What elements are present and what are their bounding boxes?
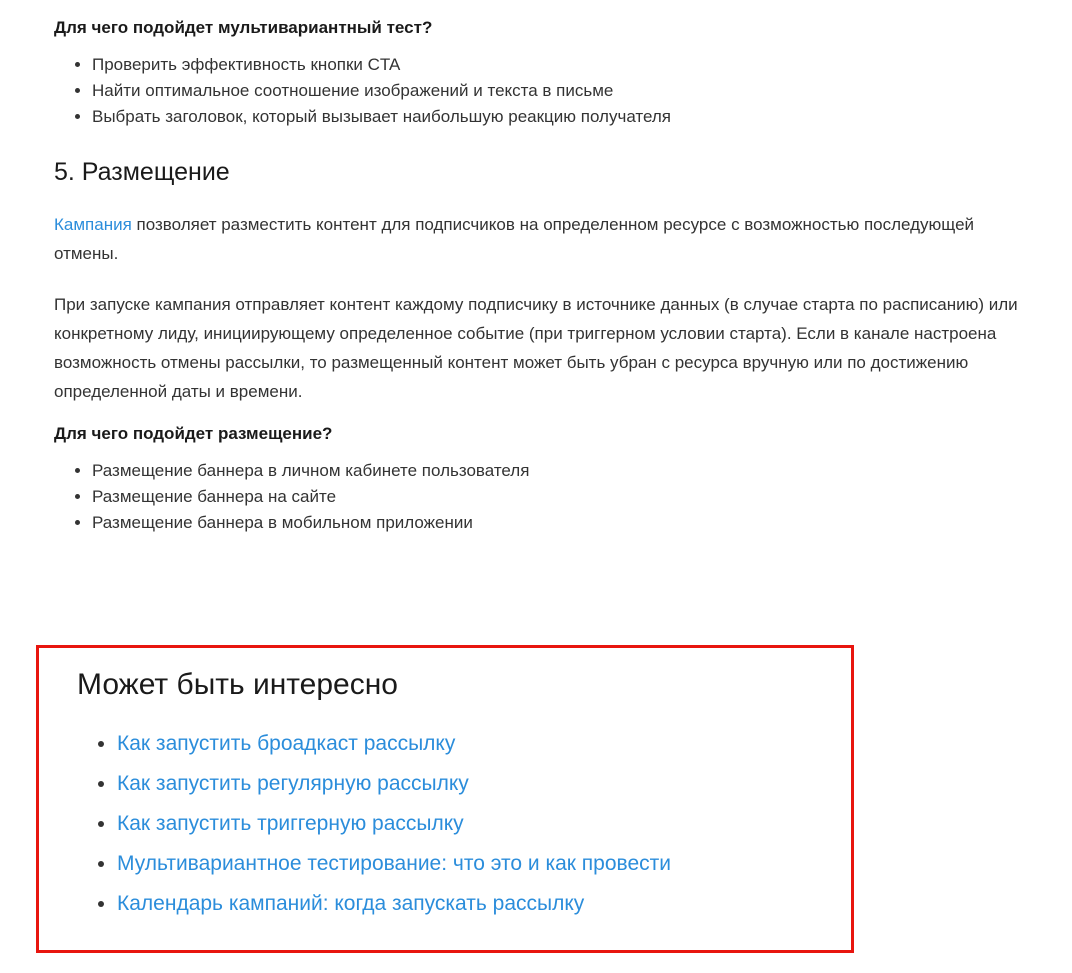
mvt-bullet-list — [54, 52, 1036, 130]
list-item: • Найти оптимальное соотношение изображений и текста в письме — [92, 78, 1036, 104]
related-articles-title: Может быть интересно — [77, 668, 398, 701]
related-link-calendar[interactable]: Календарь кампаний: когда запускать рассылку — [117, 891, 585, 915]
placement-question-heading: Для чего подойдет размещение? — [54, 424, 333, 444]
placement-paragraph-1-text: позволяет разместить контент для подписчиков на определенном ресурсе с возможностью последующей отмены. — [54, 215, 975, 264]
list-item: • Выбрать заголовок, который вызывает наибольшую реакцию получателя — [92, 104, 1036, 130]
related-link-trigger[interactable]: Как запустить триггерную рассылку — [117, 811, 464, 835]
list-item: • Размещение баннера в мобильном приложении — [92, 510, 1036, 536]
related-link-multivariate[interactable]: Мультивариантное тестирование: что это и как провести — [117, 851, 671, 875]
list-item[interactable] — [117, 764, 831, 804]
related-link-regular[interactable]: Как запустить регулярную рассылку — [117, 771, 469, 795]
list-item[interactable] — [117, 804, 831, 844]
list-item[interactable] — [117, 884, 831, 924]
list-item: • Размещение баннера в личном кабинете пользователя — [92, 458, 1036, 484]
related-link-broadcast[interactable]: Как запустить броадкаст рассылку — [117, 731, 456, 755]
placement-section-heading: 5. Размещение — [54, 157, 230, 186]
list-item[interactable] — [117, 844, 831, 884]
placement-paragraph-1 — [54, 188, 1036, 268]
mvt-question-heading: Для чего подойдет мультивариантный тест? — [54, 18, 433, 37]
related-articles-box — [36, 645, 854, 953]
placement-paragraph-2: При запуске кампания отправляет контент каждому подписчику в источнике данных (в случае старта по расписанию) или конкретному лиду, инициирующему определенное событие (при триггерном условии старта). Если в канале настроена возможность отмены рассылки, то размещенный контент может быть убран с ресурса вручную или по достижению определенной даты и времени. — [54, 295, 1018, 402]
placement-bullet-list — [54, 458, 1036, 536]
list-item[interactable] — [117, 724, 831, 764]
related-articles-list — [59, 724, 831, 924]
list-item: • Размещение баннера на сайте — [92, 484, 1036, 510]
campaign-link[interactable]: Кампания — [54, 215, 132, 235]
list-item: • Проверить эффективность кнопки CTA — [92, 52, 1036, 78]
